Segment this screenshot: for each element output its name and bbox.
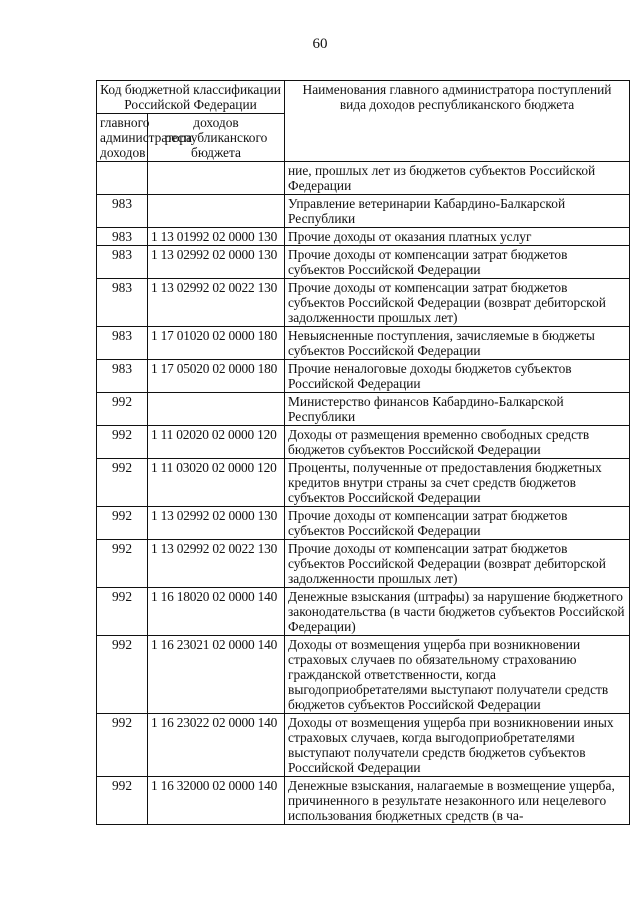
table-row: [97, 636, 630, 714]
cell-admin-code: 992: [97, 393, 148, 426]
header-main-administrator: главного администратора доходов: [97, 114, 148, 162]
cell-income-code: [148, 393, 285, 426]
cell-income-name: Невыясненные поступления, зачисляемые в бюджеты субъектов Российской Федерации: [285, 327, 630, 360]
table-row: [97, 393, 630, 426]
cell-income-code: 1 16 32000 02 0000 140: [148, 777, 285, 825]
cell-admin-code: 983: [97, 327, 148, 360]
header-republican-budget-income: доходов республиканского бюджета: [148, 114, 285, 162]
table-row: [97, 588, 630, 636]
cell-income-name: Проценты, полученные от предоставления бюджетных кредитов внутри страны за счет средств бюджетов субъектов Российской Федерации: [285, 459, 630, 507]
cell-income-code: 1 13 02992 02 0022 130: [148, 540, 285, 588]
header-classification-code: Код бюджетной классификации Российской Федерации: [97, 81, 285, 114]
cell-admin-code: 992: [97, 636, 148, 714]
cell-admin-code: 992: [97, 426, 148, 459]
table-row: [97, 459, 630, 507]
cell-income-name: Денежные взыскания, налагаемые в возмещение ущерба, причиненного в результате незаконного или нецелевого использования бюджетных средств (в ча-: [285, 777, 630, 825]
cell-income-name: Прочие доходы от оказания платных услуг: [285, 228, 630, 246]
table-header: [97, 81, 630, 162]
cell-income-code: [148, 162, 285, 195]
cell-admin-code: 992: [97, 588, 148, 636]
cell-admin-code: 992: [97, 540, 148, 588]
cell-admin-code: 992: [97, 459, 148, 507]
cell-income-code: 1 13 01992 02 0000 130: [148, 228, 285, 246]
cell-admin-code: 983: [97, 246, 148, 279]
cell-admin-code: 992: [97, 507, 148, 540]
cell-income-code: 1 13 02992 02 0022 130: [148, 279, 285, 327]
table-row: [97, 540, 630, 588]
cell-income-name: Министерство финансов Кабардино-Балкарской Республики: [285, 393, 630, 426]
table-row: [97, 507, 630, 540]
cell-income-code: 1 17 05020 02 0000 180: [148, 360, 285, 393]
cell-income-code: 1 16 18020 02 0000 140: [148, 588, 285, 636]
cell-income-code: 1 11 03020 02 0000 120: [148, 459, 285, 507]
table-row: [97, 162, 630, 195]
page-number: 60: [312, 36, 328, 52]
cell-income-name: Доходы от возмещения ущерба при возникновении иных страховых случаев, когда выгодоприобретателями выступают получатели средств бюджетов субъектов Российской Федерации: [285, 714, 630, 777]
cell-admin-code: 983: [97, 195, 148, 228]
cell-income-code: 1 16 23021 02 0000 140: [148, 636, 285, 714]
cell-income-code: 1 11 02020 02 0000 120: [148, 426, 285, 459]
table-row: [97, 279, 630, 327]
cell-admin-code: [97, 162, 148, 195]
cell-income-code: 1 17 01020 02 0000 180: [148, 327, 285, 360]
table-row: [97, 426, 630, 459]
table-row: [97, 714, 630, 777]
table-row: [97, 327, 630, 360]
cell-admin-code: 983: [97, 279, 148, 327]
table-row: [97, 360, 630, 393]
cell-admin-code: 992: [97, 777, 148, 825]
table-row: [97, 195, 630, 228]
header-administrator-name: Наименования главного администратора поступлений вида доходов республиканского бюджета: [285, 81, 630, 162]
cell-income-name: Прочие доходы от компенсации затрат бюджетов субъектов Российской Федерации: [285, 507, 630, 540]
cell-income-name: Доходы от возмещения ущерба при возникновении страховых случаев по обязательному страхованию гражданской ответственности, когда выгодоприобретателями выступают получатели средств бюджетов субъектов Российской Федерации: [285, 636, 630, 714]
cell-admin-code: 992: [97, 714, 148, 777]
cell-income-name: Прочие доходы от компенсации затрат бюджетов субъектов Российской Федерации (возврат дебиторской задолженности прошлых лет): [285, 279, 630, 327]
cell-income-name: Доходы от размещения временно свободных средств бюджетов субъектов Российской Федерации: [285, 426, 630, 459]
table-row: [97, 777, 630, 825]
cell-income-code: 1 16 23022 02 0000 140: [148, 714, 285, 777]
cell-income-name: ние, прошлых лет из бюджетов субъектов Российской Федерации: [285, 162, 630, 195]
cell-income-name: Прочие неналоговые доходы бюджетов субъектов Российской Федерации: [285, 360, 630, 393]
cell-income-name: Денежные взыскания (штрафы) за нарушение бюджетного законодательства (в части бюджетов субъектов Российской Федерации): [285, 588, 630, 636]
table-body: [97, 162, 630, 825]
cell-income-code: [148, 195, 285, 228]
budget-classification-table: [96, 80, 630, 825]
cell-income-name: Управление ветеринарии Кабардино-Балкарской Республики: [285, 195, 630, 228]
cell-income-code: 1 13 02992 02 0000 130: [148, 507, 285, 540]
table-row: [97, 228, 630, 246]
cell-income-name: Прочие доходы от компенсации затрат бюджетов субъектов Российской Федерации: [285, 246, 630, 279]
cell-income-name: Прочие доходы от компенсации затрат бюджетов субъектов Российской Федерации (возврат дебиторской задолженности прошлых лет): [285, 540, 630, 588]
cell-admin-code: 983: [97, 228, 148, 246]
cell-admin-code: 983: [97, 360, 148, 393]
cell-income-code: 1 13 02992 02 0000 130: [148, 246, 285, 279]
table-row: [97, 246, 630, 279]
